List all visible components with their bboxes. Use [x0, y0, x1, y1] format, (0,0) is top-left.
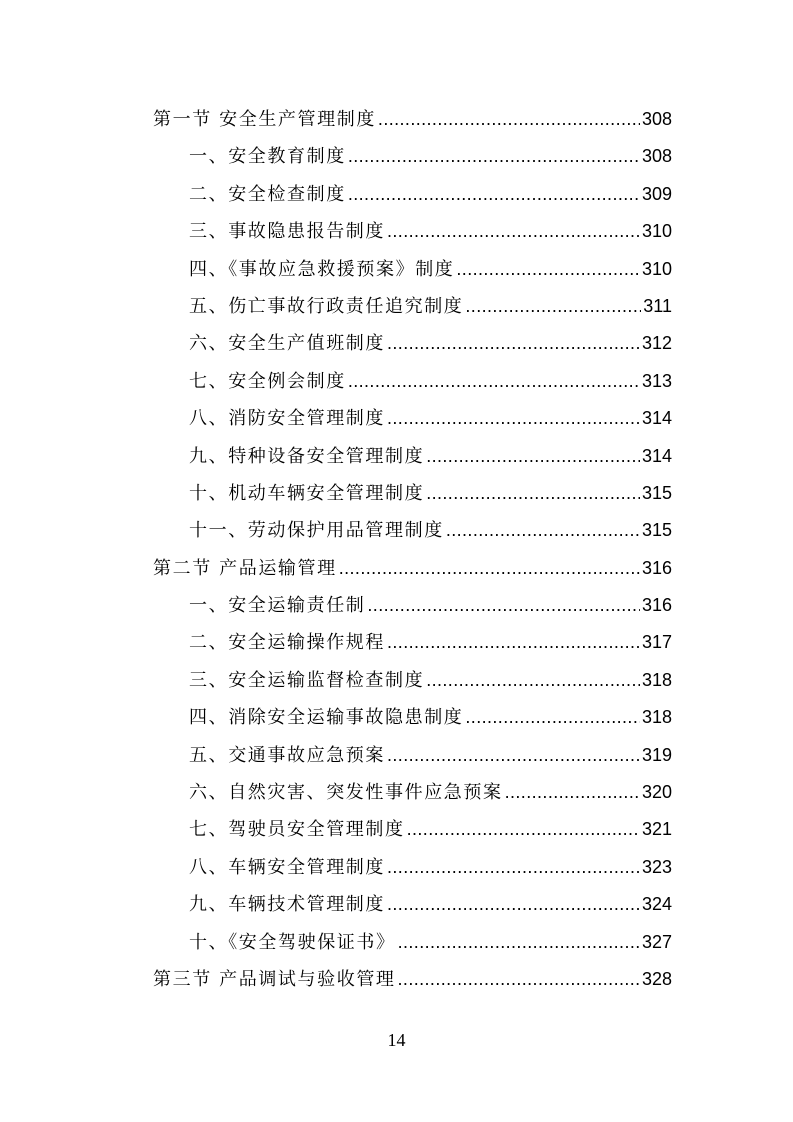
toc-title: 七、驾驶员安全管理制度 [189, 819, 405, 841]
toc-leader [426, 438, 640, 475]
toc-page-number: 317 [641, 632, 672, 653]
toc-title: 六、自然灾害、突发性事件应急预案 [189, 782, 503, 804]
toc-leader [426, 662, 640, 699]
toc-page-number: 309 [641, 183, 672, 204]
toc-page-number: 318 [641, 707, 672, 728]
toc-title: 四、《事故应急救援预案》制度 [189, 258, 455, 280]
toc-item[interactable] [0, 363, 672, 400]
toc-title: 第三节 产品调试与验收管理 [153, 968, 396, 990]
toc-page-number: 320 [641, 782, 672, 803]
toc-item[interactable] [0, 737, 672, 774]
toc-page-number: 327 [641, 931, 672, 952]
toc-leader [465, 288, 641, 325]
toc-item[interactable] [0, 849, 672, 886]
toc-title: 二、安全检查制度 [189, 183, 346, 205]
toc-leader [378, 101, 640, 138]
toc-page-number: 323 [641, 856, 672, 877]
toc-leader [398, 924, 640, 961]
toc-page-number: 310 [641, 258, 672, 279]
toc-title: 八、消防安全管理制度 [189, 408, 385, 430]
toc-item[interactable] [0, 138, 672, 175]
toc-title: 七、安全例会制度 [189, 370, 346, 392]
toc-leader [367, 587, 640, 624]
toc-leader [465, 699, 640, 736]
toc-page-number: 311 [643, 295, 672, 316]
toc-title: 八、车辆安全管理制度 [189, 856, 385, 878]
toc-page-number: 318 [641, 669, 672, 690]
toc-leader [456, 251, 640, 288]
toc-item[interactable] [0, 699, 672, 736]
toc-page-number: 313 [641, 370, 672, 391]
table-of-contents [0, 101, 793, 998]
toc-title: 九、特种设备安全管理制度 [189, 445, 425, 467]
toc-title: 三、事故隐患报告制度 [189, 221, 385, 243]
toc-page-number: 310 [641, 221, 672, 242]
toc-item[interactable] [0, 176, 672, 213]
toc-title: 六、安全生产值班制度 [189, 333, 385, 355]
toc-title: 四、消除安全运输事故隐患制度 [189, 707, 464, 729]
toc-title: 十、《安全驾驶保证书》 [189, 931, 396, 953]
toc-title: 一、安全运输责任制 [189, 595, 366, 617]
toc-item[interactable] [0, 325, 672, 362]
toc-item[interactable] [0, 475, 672, 512]
toc-title: 十、机动车辆安全管理制度 [189, 482, 425, 504]
toc-page-number: 308 [641, 109, 672, 129]
toc-item[interactable] [0, 624, 672, 661]
toc-title: 五、交通事故应急预案 [189, 744, 385, 766]
toc-leader [387, 213, 640, 250]
toc-item[interactable] [0, 251, 672, 288]
toc-section[interactable] [0, 550, 672, 587]
toc-section[interactable] [0, 101, 672, 138]
toc-title: 三、安全运输监督检查制度 [189, 669, 425, 691]
toc-page-number: 315 [641, 482, 672, 503]
toc-item[interactable] [0, 400, 672, 437]
toc-item[interactable] [0, 811, 672, 848]
toc-page-number: 328 [641, 968, 672, 989]
toc-item[interactable] [0, 924, 672, 961]
toc-item[interactable] [0, 886, 672, 923]
toc-leader [387, 624, 640, 661]
toc-item[interactable] [0, 774, 672, 811]
toc-title: 一、安全教育制度 [189, 146, 346, 168]
page-number: 14 [387, 1030, 406, 1050]
toc-title: 五、伤亡事故行政责任追究制度 [189, 295, 464, 317]
toc-item[interactable] [0, 438, 672, 475]
toc-leader [505, 774, 640, 811]
toc-page-number: 314 [641, 408, 672, 429]
toc-leader [426, 475, 640, 512]
toc-leader [407, 811, 640, 848]
toc-leader [348, 176, 640, 213]
toc-page-number: 324 [641, 894, 672, 915]
toc-item[interactable] [0, 512, 672, 549]
toc-leader [387, 325, 640, 362]
toc-page-number: 319 [641, 744, 672, 765]
toc-item[interactable] [0, 587, 672, 624]
toc-leader [339, 550, 640, 587]
toc-title: 第二节 产品运输管理 [153, 557, 337, 579]
toc-page-number: 316 [641, 557, 672, 578]
toc-page-number: 315 [641, 520, 672, 541]
toc-leader [387, 886, 640, 923]
toc-title: 二、安全运输操作规程 [189, 632, 385, 654]
toc-page-number: 314 [641, 445, 672, 466]
toc-title: 第一节 安全生产管理制度 [153, 109, 376, 130]
toc-leader [387, 849, 640, 886]
toc-page-number: 321 [641, 819, 672, 840]
toc-item[interactable] [0, 288, 672, 325]
toc-leader [387, 400, 640, 437]
toc-item[interactable] [0, 662, 672, 699]
toc-page-number: 312 [641, 333, 672, 354]
toc-page-number: 316 [641, 595, 672, 616]
toc-leader [398, 961, 640, 998]
toc-title: 九、车辆技术管理制度 [189, 894, 385, 916]
toc-leader [348, 363, 640, 400]
toc-leader [446, 512, 640, 549]
toc-item[interactable] [0, 213, 672, 250]
toc-section[interactable] [0, 961, 672, 998]
toc-page-number: 308 [641, 146, 672, 167]
toc-leader [348, 138, 640, 175]
toc-leader [387, 737, 640, 774]
toc-title: 十一、劳动保护用品管理制度 [189, 520, 444, 542]
